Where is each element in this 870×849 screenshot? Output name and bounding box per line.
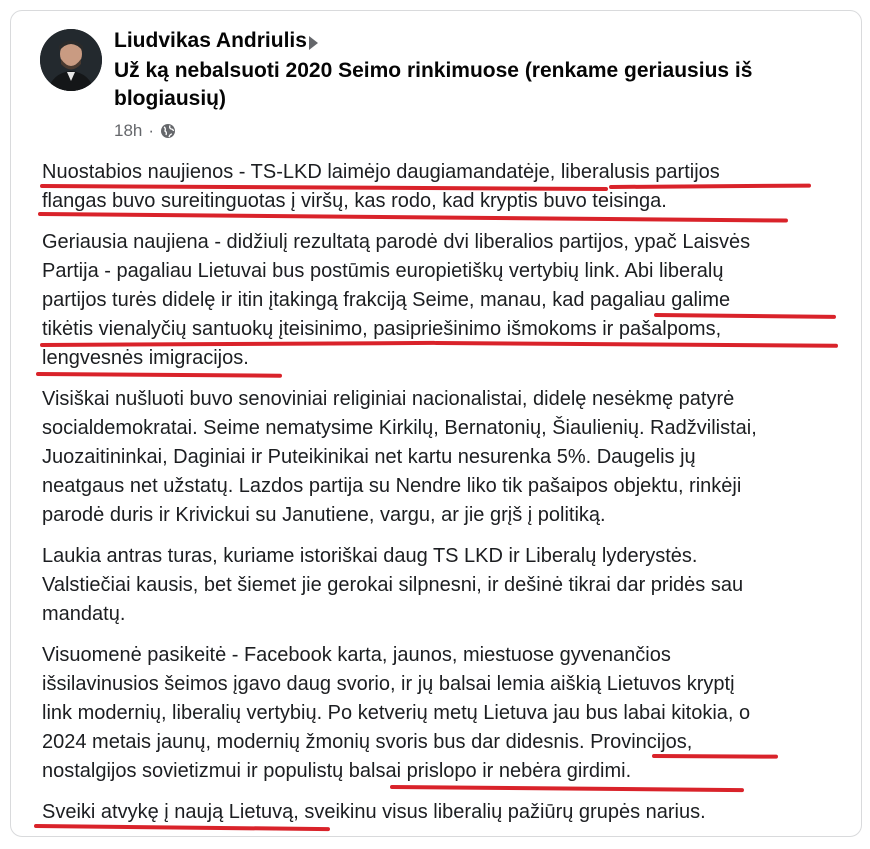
avatar-photo [40, 29, 102, 91]
timestamp[interactable]: 18h [114, 121, 143, 140]
text-line: partijos turės didelę ir itin įtakingą frakciją Seime, manau, kad pagaliau galime [42, 289, 731, 311]
text-line: neatgaus net užstatų. Lazdos partija su Nendre liko tik pašaipos objektu, rinkėji [42, 475, 742, 497]
post-meta [114, 121, 176, 141]
paragraph [42, 385, 832, 530]
paragraph [42, 542, 832, 629]
post-title[interactable] [114, 57, 814, 113]
post-body [42, 158, 832, 839]
post-card [10, 10, 862, 837]
text-line: Juozaitininkai, Daginiai ir Puteikinikai net kartu nesurenka 5%. Daugelis jų [42, 446, 696, 468]
underline-mark [390, 785, 744, 792]
text-line: išsilavinusios šeimos įgavo daug svorio, ir jų balsai lemia aiškią Lietuvos kryptį [42, 673, 735, 695]
separator: · [148, 121, 155, 140]
text-line: Visiškai nušluoti buvo senoviniai religiniai nacionalistai, didelę nesėkmę patyrė [42, 388, 735, 410]
text-line: socialdemokratai. Seime nematysime Kirkilų, Bernatonių, Šiaulienių. Radžvilistai, [42, 417, 757, 439]
text-line: mandatų. [42, 603, 126, 625]
text-line: nostalgijos sovietizmui ir populistų balsai prislopo ir nebėra girdimi. [42, 760, 632, 782]
paragraph [42, 641, 832, 786]
author-name[interactable]: Liudvikas Andriulis [114, 29, 307, 52]
globe-icon[interactable] [160, 123, 176, 139]
underline-mark [36, 372, 282, 378]
title-line: blogiausių) [114, 87, 226, 110]
avatar[interactable] [40, 29, 102, 91]
text-line: Partija - pagaliau Lietuvai bus postūmis europietiškų vertybių link. Abi liberalų [42, 260, 724, 282]
text-line: Visuomenė pasikeitė - Facebook karta, jaunos, miestuose gyvenančios [42, 644, 671, 666]
text-line: Valstiečiai kausis, bet šiemet jie gerokai silpnesni, ir dešinė tikrai dar pridės sau [42, 574, 744, 596]
play-arrow-icon [309, 36, 318, 50]
paragraph [42, 158, 832, 216]
title-line: Už ką nebalsuoti 2020 Seimo rinkimuose (renkame geriausius iš [114, 59, 753, 82]
text-line: Geriausia naujiena - didžiulį rezultatą parodė dvi liberalios partijos, ypač Laisvės [42, 231, 751, 253]
text-line: Laukia antras turas, kuriame istoriškai daug TS LKD ir Liberalų lyderystės. [42, 545, 698, 567]
text-line: flangas buvo sureitinguotas į viršų, kas rodo, kad kryptis buvo teisinga. [42, 190, 667, 212]
underline-mark [652, 754, 778, 759]
text-line: lengvesnės imigracijos. [42, 347, 249, 369]
paragraph [42, 228, 832, 373]
text-line: parodė duris ir Krivickui su Janutiene, vargu, ar jie grįš į politiką. [42, 504, 606, 526]
paragraph [42, 798, 832, 827]
text-line: tikėtis vienalyčių santuokų įteisinimo, pasipriešinimo išmokoms ir pašalpoms, [42, 318, 722, 340]
text-line: Nuostabios naujienos - TS-LKD laimėjo daugiamandatėje, liberalusis partijos [42, 161, 720, 183]
text-line: link modernių, liberalių vertybių. Po ketverių metų Lietuva jau bus labai kitokia, o [42, 702, 751, 724]
text-line: Sveiki atvykę į naują Lietuvą, sveikinu visus liberalių pažiūrų grupės narius. [42, 801, 706, 823]
text-line: 2024 metais jaunų, modernių žmonių svoris bus dar didesnis. Provincijos, [42, 731, 693, 753]
